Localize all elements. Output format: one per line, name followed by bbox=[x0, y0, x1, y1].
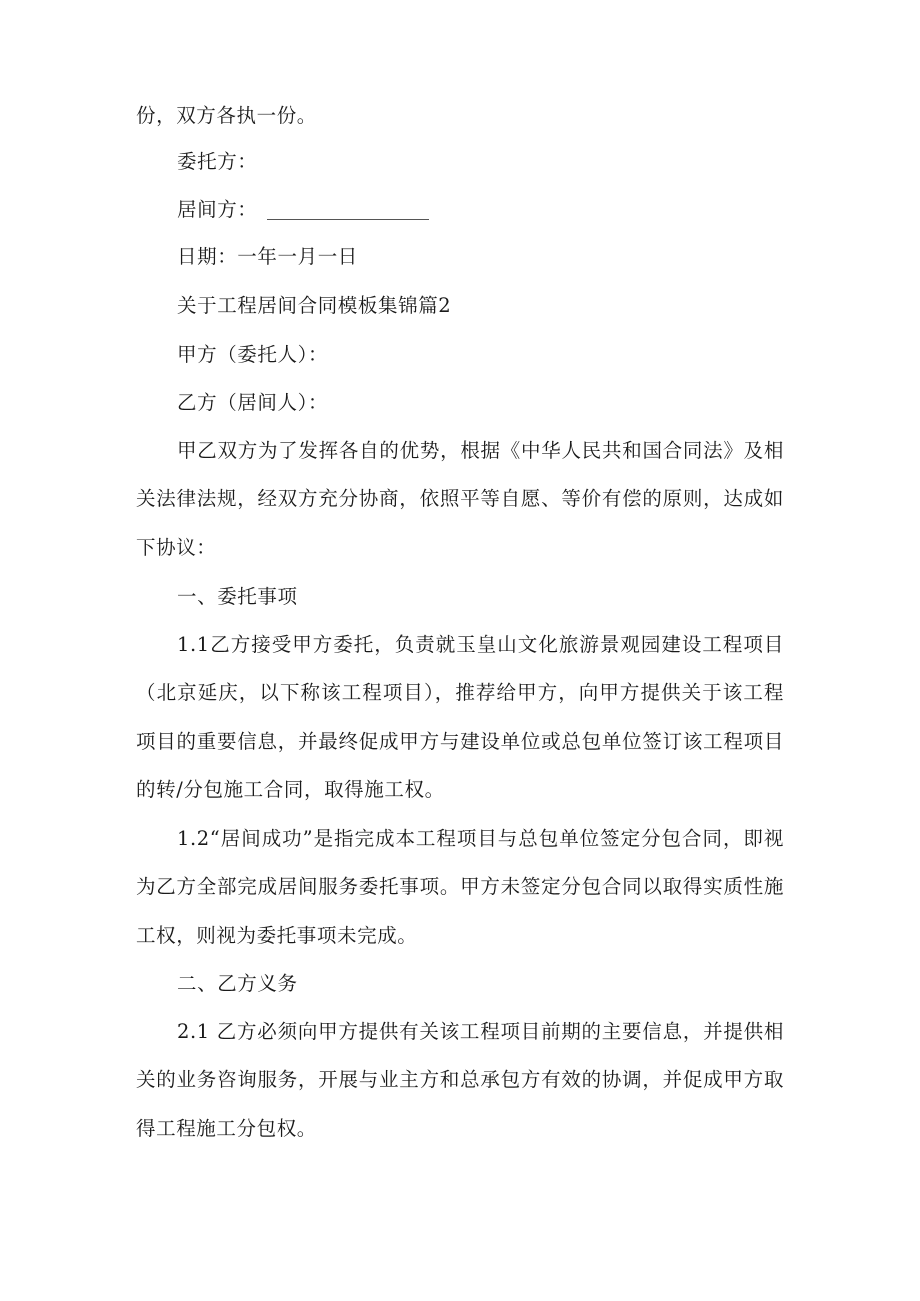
party-a-label: 甲方（委托人）： bbox=[177, 343, 329, 366]
clause-2-1: 2.1 乙方必须向甲方提供有关该工程项目前期的主要信息，并提供相关的业务咨询服务，开展与业主方和总承包方有效的协调，并促成甲方取得工程施工分包权。 bbox=[136, 1020, 784, 1140]
section-title: 关于工程居间合同模板集锦篇2 bbox=[177, 294, 452, 317]
date-line: 日期：一年一月一日 bbox=[177, 245, 358, 268]
heading-party-b-obligations: 二、乙方义务 bbox=[177, 972, 298, 995]
intermediary-label: 居间方： bbox=[177, 198, 258, 221]
party-b-label: 乙方（居间人）： bbox=[177, 391, 329, 414]
clause-1-1: 1.1乙方接受甲方委托，负责就玉皇山文化旅游景观园建设工程项目（北京延庆，以下称该工程项目），推荐给甲方，向甲方提供关于该工程项目的重要信息，并最终促成甲方与建设单位或总包单位签订该工程项目的转/分包施工合同，取得施工权。 bbox=[136, 633, 784, 802]
signature-blank-line bbox=[267, 219, 429, 220]
text-line-closing: 份，双方各执一份。 bbox=[136, 104, 317, 127]
preamble-paragraph: 甲乙双方为了发挥各自的优势，根据《中华人民共和国合同法》及相关法律法规，经双方充分协商，依照平等自愿、等价有偿的原则，达成如下协议： bbox=[136, 439, 784, 559]
clause-1-2: 1.2“居间成功”是指完成本工程项目与总包单位签定分包合同，即视为乙方全部完成居间服务委托事项。甲方未签定分包合同以取得实质性施工权，则视为委托事项未完成。 bbox=[136, 827, 784, 947]
principal-label: 委托方： bbox=[177, 150, 258, 173]
heading-entrusted-matters: 一、委托事项 bbox=[177, 585, 298, 608]
intermediary-label-line bbox=[177, 198, 429, 222]
